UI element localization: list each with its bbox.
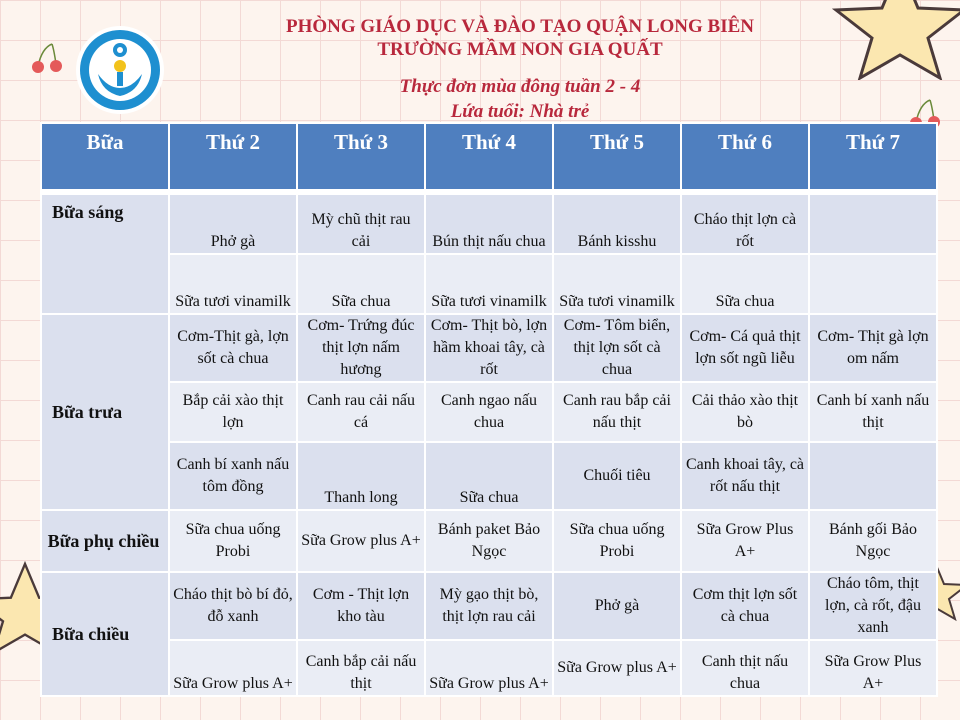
menu-cell xyxy=(809,442,937,510)
menu-cell: Bắp cải xào thịt lợn xyxy=(169,382,297,442)
header-meal: Bữa xyxy=(41,123,169,190)
menu-cell xyxy=(809,254,937,314)
table-row xyxy=(41,572,937,640)
table-row xyxy=(41,254,937,314)
menu-cell: Sữa tươi vinamilk xyxy=(169,254,297,314)
department-name: PHÒNG GIÁO DỤC VÀ ĐÀO TẠO QUẬN LONG BIÊN xyxy=(285,16,754,37)
menu-cell: Cơm- Trứng đúc thịt lợn nấm hương xyxy=(297,314,425,382)
school-name: TRƯỜNG MẦM NON GIA QUẤT xyxy=(377,39,663,60)
header-day: Thứ 6 xyxy=(681,123,809,190)
table-row xyxy=(41,640,937,696)
menu-cell: Bánh kisshu xyxy=(553,194,681,254)
menu-table xyxy=(40,122,938,697)
header-day: Thứ 7 xyxy=(809,123,937,190)
menu-cell: Thanh long xyxy=(297,442,425,510)
menu-cell: Canh bí xanh nấu thịt xyxy=(809,382,937,442)
menu-cell: Canh rau cải nấu cá xyxy=(297,382,425,442)
table-row xyxy=(41,194,937,254)
menu-cell: Sữa Grow plus A+ xyxy=(169,640,297,696)
menu-cell: Cháo thịt bò bí đỏ, đỗ xanh xyxy=(169,572,297,640)
header-day: Thứ 3 xyxy=(297,123,425,190)
menu-cell: Sữa Grow Plus A+ xyxy=(809,640,937,696)
menu-cell: Sữa tươi vinamilk xyxy=(425,254,553,314)
menu-cell: Bánh gối Bảo Ngọc xyxy=(809,510,937,572)
menu-cell: Chuối tiêu xyxy=(553,442,681,510)
menu-cell: Cơm-Thịt gà, lợn sốt cà chua xyxy=(169,314,297,382)
menu-cell: Canh khoai tây, cà rốt nấu thịt xyxy=(681,442,809,510)
menu-cell: Canh rau bắp cải nấu thịt xyxy=(553,382,681,442)
menu-cell: Canh ngao nấu chua xyxy=(425,382,553,442)
table-header-row xyxy=(41,123,937,190)
menu-cell: Sữa chua xyxy=(297,254,425,314)
meal-label-dinner: Bữa chiều xyxy=(41,572,169,696)
menu-cell: Cải thảo xào thịt bò xyxy=(681,382,809,442)
menu-cell: Cơm- Cá quả thịt lợn sốt ngũ liễu xyxy=(681,314,809,382)
menu-cell: Sữa Grow plus A+ xyxy=(297,510,425,572)
table-row xyxy=(41,314,937,382)
table-row xyxy=(41,442,937,510)
menu-cell xyxy=(809,194,937,254)
menu-cell: Cơm- Tôm biển, thịt lợn sốt cà chua xyxy=(553,314,681,382)
header-day: Thứ 4 xyxy=(425,123,553,190)
menu-cell: Bánh paket Bảo Ngọc xyxy=(425,510,553,572)
menu-cell: Sữa Grow plus A+ xyxy=(553,640,681,696)
header-day: Thứ 2 xyxy=(169,123,297,190)
menu-cell: Cháo tôm, thịt lợn, cà rốt, đậu xanh xyxy=(809,572,937,640)
header-day: Thứ 5 xyxy=(553,123,681,190)
menu-cell: Mỳ gạo thịt bò, thịt lợn rau cải xyxy=(425,572,553,640)
menu-cell: Sữa Grow plus A+ xyxy=(425,640,553,696)
menu-cell: Sữa chua uống Probi xyxy=(169,510,297,572)
menu-cell: Sữa tươi vinamilk xyxy=(553,254,681,314)
menu-cell: Cơm- Thịt gà lợn om nấm xyxy=(809,314,937,382)
menu-cell: Cơm thịt lợn sốt cà chua xyxy=(681,572,809,640)
menu-cell: Phở gà xyxy=(169,194,297,254)
menu-cell: Cơm - Thịt lợn kho tàu xyxy=(297,572,425,640)
menu-cell: Canh bắp cải nấu thịt xyxy=(297,640,425,696)
menu-cell: Cơm- Thịt bò, lợn hầm khoai tây, cà rốt xyxy=(425,314,553,382)
meal-label-lunch: Bữa trưa xyxy=(41,314,169,510)
age-group: Lứa tuổi: Nhà trẻ xyxy=(450,101,590,122)
menu-title: Thực đơn mùa đông tuần 2 - 4 xyxy=(399,76,641,97)
menu-cell: Cháo thịt lợn cà rốt xyxy=(681,194,809,254)
table-row xyxy=(41,510,937,572)
menu-cell: Canh thịt nấu chua xyxy=(681,640,809,696)
menu-cell: Sữa chua xyxy=(681,254,809,314)
menu-cell: Mỳ chũ thịt rau cải xyxy=(297,194,425,254)
menu-cell: Sữa chua xyxy=(425,442,553,510)
menu-cell: Phở gà xyxy=(553,572,681,640)
menu-cell: Canh bí xanh nấu tôm đồng xyxy=(169,442,297,510)
table-row xyxy=(41,382,937,442)
meal-label-breakfast: Bữa sáng xyxy=(41,194,169,314)
menu-cell: Bún thịt nấu chua xyxy=(425,194,553,254)
meal-label-afternoon-snack: Bữa phụ chiều xyxy=(41,510,169,572)
menu-cell: Sữa Grow Plus A+ xyxy=(681,510,809,572)
menu-cell: Sữa chua uống Probi xyxy=(553,510,681,572)
